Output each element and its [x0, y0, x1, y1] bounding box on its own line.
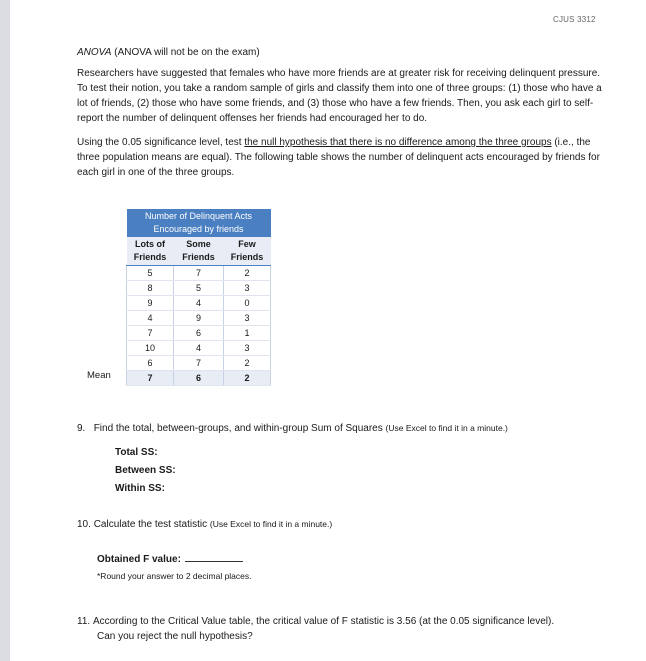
- table-row: [127, 296, 271, 311]
- table-cell: 3: [224, 341, 271, 356]
- column-header-few: [224, 237, 271, 266]
- table-cell: 10: [127, 341, 174, 356]
- table-cell: 5: [127, 266, 174, 281]
- table-cell: 3: [224, 281, 271, 296]
- col-lots-line2: Friends: [133, 252, 167, 262]
- section-title-italic: ANOVA: [77, 47, 112, 58]
- q10-text: Calculate the test statistic: [93, 519, 210, 530]
- q11-line1: According to the Critical Value table, the critical value of F statistic is 3.56 (at the 0.05 significance level).: [92, 616, 555, 627]
- group-header-line2: Encouraged by friends: [153, 224, 244, 234]
- table-row: [127, 326, 271, 341]
- mean-label: Mean: [87, 370, 111, 381]
- mean-few: 2: [224, 371, 271, 386]
- table-row: [127, 281, 271, 296]
- mean-some: 6: [174, 371, 224, 386]
- q9-hint: (Use Excel to find it in a minute.): [385, 423, 508, 433]
- table-row: [127, 341, 271, 356]
- question-9: [77, 421, 607, 436]
- q10-number: 10.: [77, 519, 91, 530]
- group-header-line1: Number of Delinquent Acts: [144, 211, 253, 221]
- test-paragraph-before: Using the 0.05 significance level, test: [77, 137, 245, 148]
- table-cell: 1: [224, 326, 271, 341]
- intro-paragraph: Researchers have suggested that females who have more friends are at greater risk for receiving delinquent pressure. To test their notion, you take a random sample of girls and classify them into one of three groups: (1) those who have a lot of friends, (2) those who have some friends, and (3) those who have a few friends. Then, you ask each girl to self-report the number of delinquent offenses her friends had encouraged her to do.: [77, 68, 602, 124]
- table-cell: 6: [127, 356, 174, 371]
- q11-number: 11.: [77, 616, 91, 627]
- col-lots-line1: Lots of: [135, 239, 165, 249]
- q9-number: 9.: [77, 423, 86, 434]
- test-paragraph-after: (i.e., the three population means are equal). The following table shows the number of delinquent acts encouraged by friends for each girl in one of the three groups.: [77, 137, 600, 178]
- table-cell: 3: [224, 311, 271, 326]
- table-group-header: [127, 209, 271, 237]
- null-hypothesis-underlined: the null hypothesis that there is no difference among the three groups: [244, 137, 552, 148]
- table-cell: 0: [224, 296, 271, 311]
- section-title-rest: (ANOVA will not be on the exam): [111, 47, 260, 58]
- table-cell: 9: [127, 296, 174, 311]
- left-margin-bar: [0, 0, 10, 661]
- table-row: [127, 356, 271, 371]
- between-ss-label: Between SS:: [115, 465, 176, 476]
- table-cell: 4: [174, 341, 224, 356]
- table-row: [127, 266, 271, 281]
- col-some-line1: Some: [186, 239, 211, 249]
- col-some-line2: Friends: [182, 252, 215, 262]
- q10-hint: (Use Excel to find it in a minute.): [209, 519, 333, 529]
- column-header-some: [174, 237, 224, 266]
- course-code: CJUS 3312: [553, 15, 596, 24]
- q11-line2: Can you reject the null hypothesis?: [97, 631, 253, 642]
- table-row: [127, 311, 271, 326]
- delinquent-acts-table: [126, 209, 271, 386]
- table-cell: 7: [174, 356, 224, 371]
- table-cell: 7: [127, 326, 174, 341]
- table-cell: 2: [224, 266, 271, 281]
- table-cell: 2: [224, 356, 271, 371]
- column-header-lots: [127, 237, 174, 266]
- test-paragraph: [77, 135, 607, 180]
- table-cell: 6: [174, 326, 224, 341]
- round-note: *Round your answer to 2 decimal places.: [97, 571, 252, 581]
- table-cell: 8: [127, 281, 174, 296]
- table-cell: 4: [174, 296, 224, 311]
- table-cell: 5: [174, 281, 224, 296]
- question-11: [77, 614, 607, 644]
- within-ss-label: Within SS:: [115, 483, 165, 494]
- question-10: [77, 517, 607, 532]
- col-few-line1: Few: [238, 239, 256, 249]
- col-few-line2: Friends: [230, 252, 264, 262]
- q9-text: Find the total, between-groups, and within-group Sum of Squares: [93, 423, 386, 434]
- obtained-f-value: [97, 552, 243, 565]
- table-cell: 7: [174, 266, 224, 281]
- answer-blank[interactable]: [185, 552, 243, 562]
- section-title: [77, 45, 607, 60]
- mean-lots: 7: [127, 371, 174, 386]
- obtained-f-label: Obtained F value:: [97, 554, 181, 565]
- table-cell: 9: [174, 311, 224, 326]
- table-mean-row: [127, 371, 271, 386]
- total-ss-label: Total SS:: [115, 447, 158, 458]
- table-cell: 4: [127, 311, 174, 326]
